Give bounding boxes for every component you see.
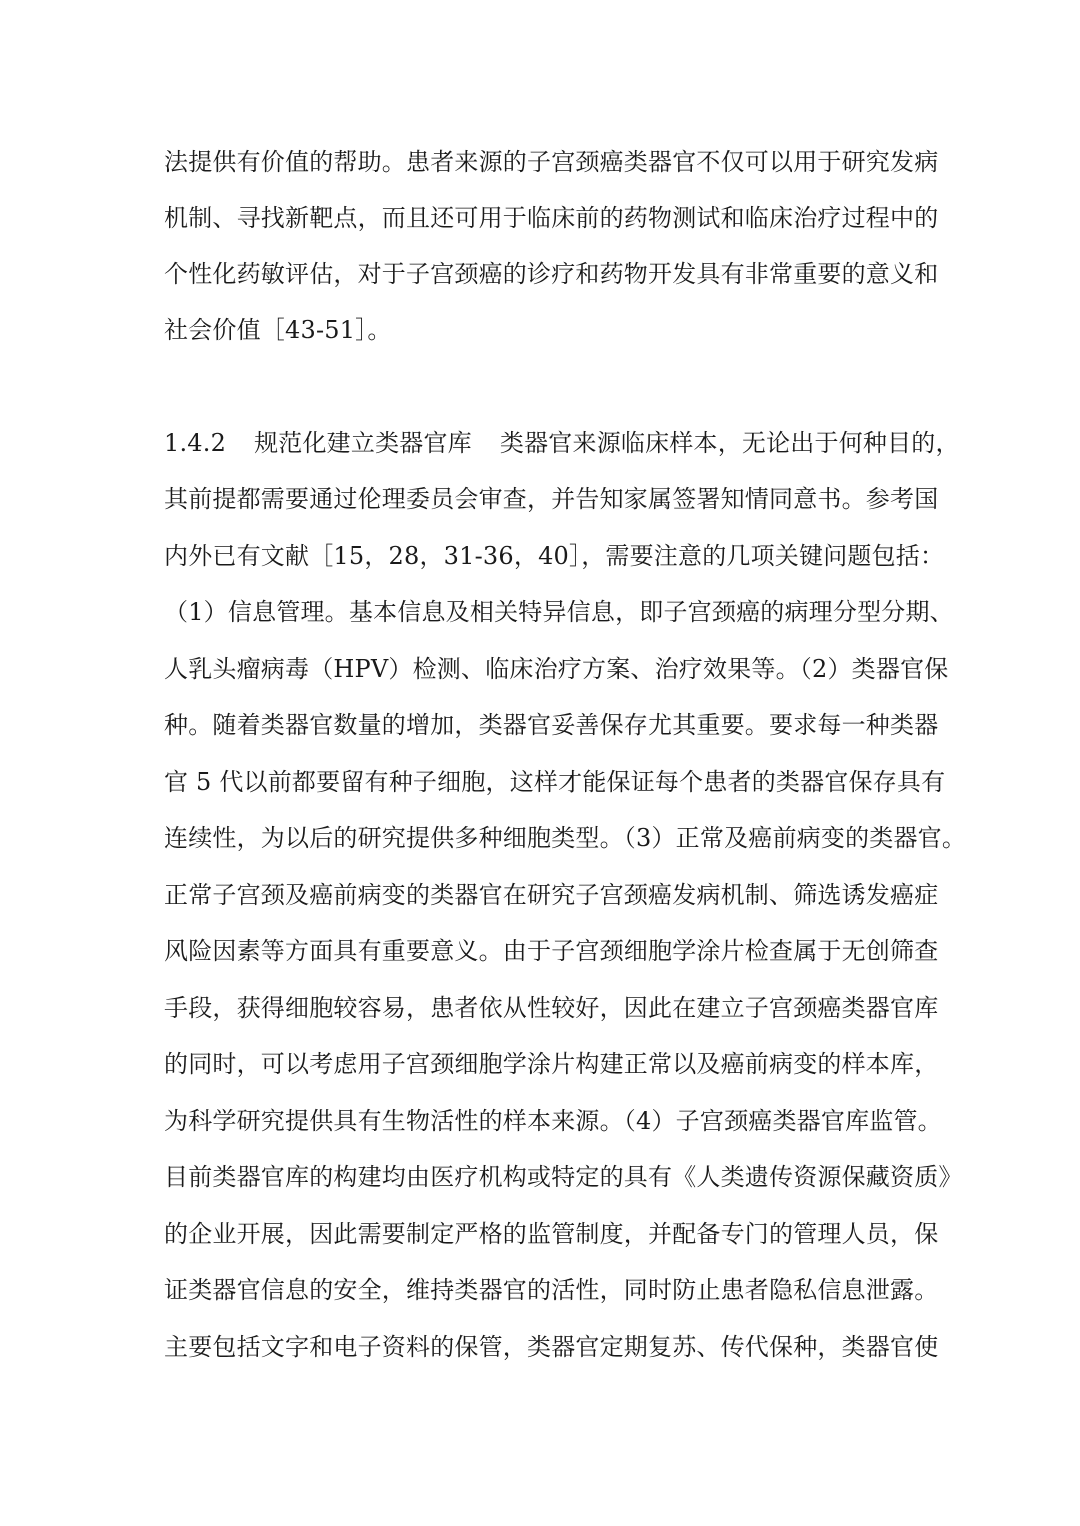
section-first-line-text: 类器官来源临床样本，无论出于何种目的， — [499, 429, 960, 457]
paragraph-line: 手段，获得细胞较容易，患者依从性较好，因此在建立子宫颈癌类器官库 — [164, 994, 939, 1022]
paragraph-line: 为科学研究提供具有生物活性的样本来源。（4）子宫颈癌类器官库监管。 — [164, 1107, 942, 1135]
paragraph-line: 连续性，为以后的研究提供多种细胞类型。（3）正常及癌前病变的类器官。 — [164, 824, 967, 852]
paragraph-line: 个性化药敏评估，对于子宫颈癌的诊疗和药物开发具有非常重要的意义和 — [164, 260, 939, 288]
section-number: 1.4.2 — [164, 429, 227, 457]
section-title: 规范化建立类器官库 — [254, 429, 472, 457]
paragraph-line: 内外已有文献［15，28，31-36，40］，需要注意的几项关键问题包括： — [164, 542, 945, 570]
paragraph-line: 其前提都需要通过伦理委员会审查，并告知家属签署知情同意书。参考国 — [164, 485, 939, 513]
section-heading-line — [164, 428, 960, 458]
paragraph-line: 法提供有价值的帮助。患者来源的子宫颈癌类器官不仅可以用于研究发病 — [164, 148, 939, 176]
paragraph-line: 官 5 代以前都要留有种子细胞，这样才能保证每个患者的类器官保存具有 — [164, 768, 946, 796]
paragraph-line: 人乳头瘤病毒（HPV）检测、临床治疗方案、治疗效果等。（2）类器官保 — [164, 655, 949, 683]
paragraph-line: 种。随着类器官数量的增加，类器官妥善保存尤其重要。要求每一种类器 — [164, 711, 939, 739]
paragraph-line: 社会价值［43-51］。 — [164, 316, 392, 344]
paragraph-line: 机制、寻找新靶点，而且还可用于临床前的药物测试和临床治疗过程中的 — [164, 204, 939, 232]
paragraph-line: （1）信息管理。基本信息及相关特异信息，即子宫颈癌的病理分型分期、 — [164, 598, 954, 626]
paragraph-line: 正常子宫颈及癌前病变的类器官在研究子宫颈癌发病机制、筛选诱发癌症 — [164, 881, 939, 909]
paragraph-line: 证类器官信息的安全，维持类器官的活性，同时防止患者隐私信息泄露。 — [164, 1276, 939, 1304]
paragraph-line: 目前类器官库的构建均由医疗机构或特定的具有《人类遗传资源保藏资质》 — [164, 1163, 963, 1191]
paragraph-line: 的同时，可以考虑用子宫颈细胞学涂片构建正常以及癌前病变的样本库， — [164, 1050, 939, 1078]
paragraph-line: 的企业开展，因此需要制定严格的监管制度，并配备专门的管理人员，保 — [164, 1220, 939, 1248]
paragraph-line: 主要包括文字和电子资料的保管，类器官定期复苏、传代保种，类器官使 — [164, 1333, 939, 1361]
paragraph-line: 风险因素等方面具有重要意义。由于子宫颈细胞学涂片检查属于无创筛查 — [164, 937, 939, 965]
